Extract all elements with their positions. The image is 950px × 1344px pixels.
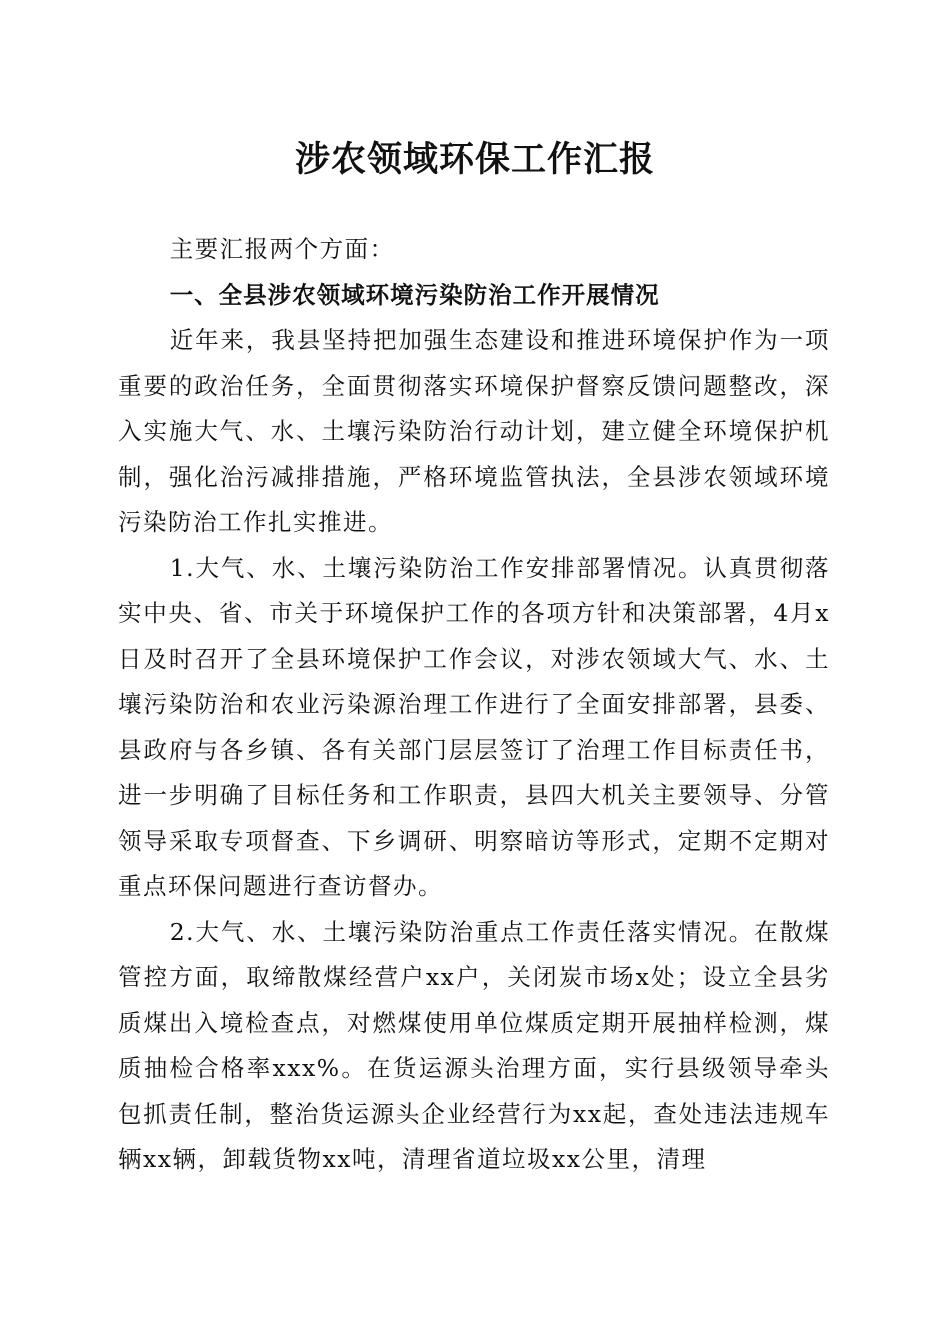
section-heading: 一、全县涉农领域环境污染防治工作开展情况 [169, 280, 660, 309]
body-paragraph: 近年来，我县坚持把加强生态建设和推进环境保护作为一项重要的政治任务，全面贯彻落实环境保护督察反馈问题整改，深入实施大气、水、土壤污染防治行动计划，建立健全环境保护机制，强化治污减排措施，严格环境监管执法，全县涉农领域环境污染防治工作扎实推进。 [118, 326, 830, 536]
document-body [118, 227, 830, 1183]
document-title: 涉农领域环保工作汇报 [294, 139, 655, 180]
body-paragraph: 2.大气、水、土壤污染防治重点工作责任落实情况。在散煤管控方面，取缔散煤经营户xx户，关闭炭市场x处；设立全县劣质煤出入境检查点，对燃煤使用单位煤质定期开展抽样检测，煤质抽检合格率xxx%。在货运源头治理方面，实行县级领导牵头包抓责任制，整治货运源头企业经营行为xx起，查处违法违规车辆xx辆，卸载货物xx吨，清理省道垃圾xx公里，清理 [118, 917, 830, 1173]
intro-paragraph: 主要汇报两个方面： [169, 235, 395, 263]
body-paragraph: 1.大气、水、土壤污染防治工作安排部署情况。认真贯彻落实中央、省、市关于环境保护工作的各项方针和决策部署，4月x日及时召开了全县环境保护工作会议，对涉农领域大气、水、土壤污染防治和农业污染源治理工作进行了全面安排部署，县委、县政府与各乡镇、各有关部门层层签订了治理工作目标责任书，进一步明确了目标任务和工作职责，县四大机关主要领导、分管领导采取专项督查、下乡调研、明察暗访等形式，定期不定期对重点环保问题进行查访督办。 [118, 553, 830, 900]
